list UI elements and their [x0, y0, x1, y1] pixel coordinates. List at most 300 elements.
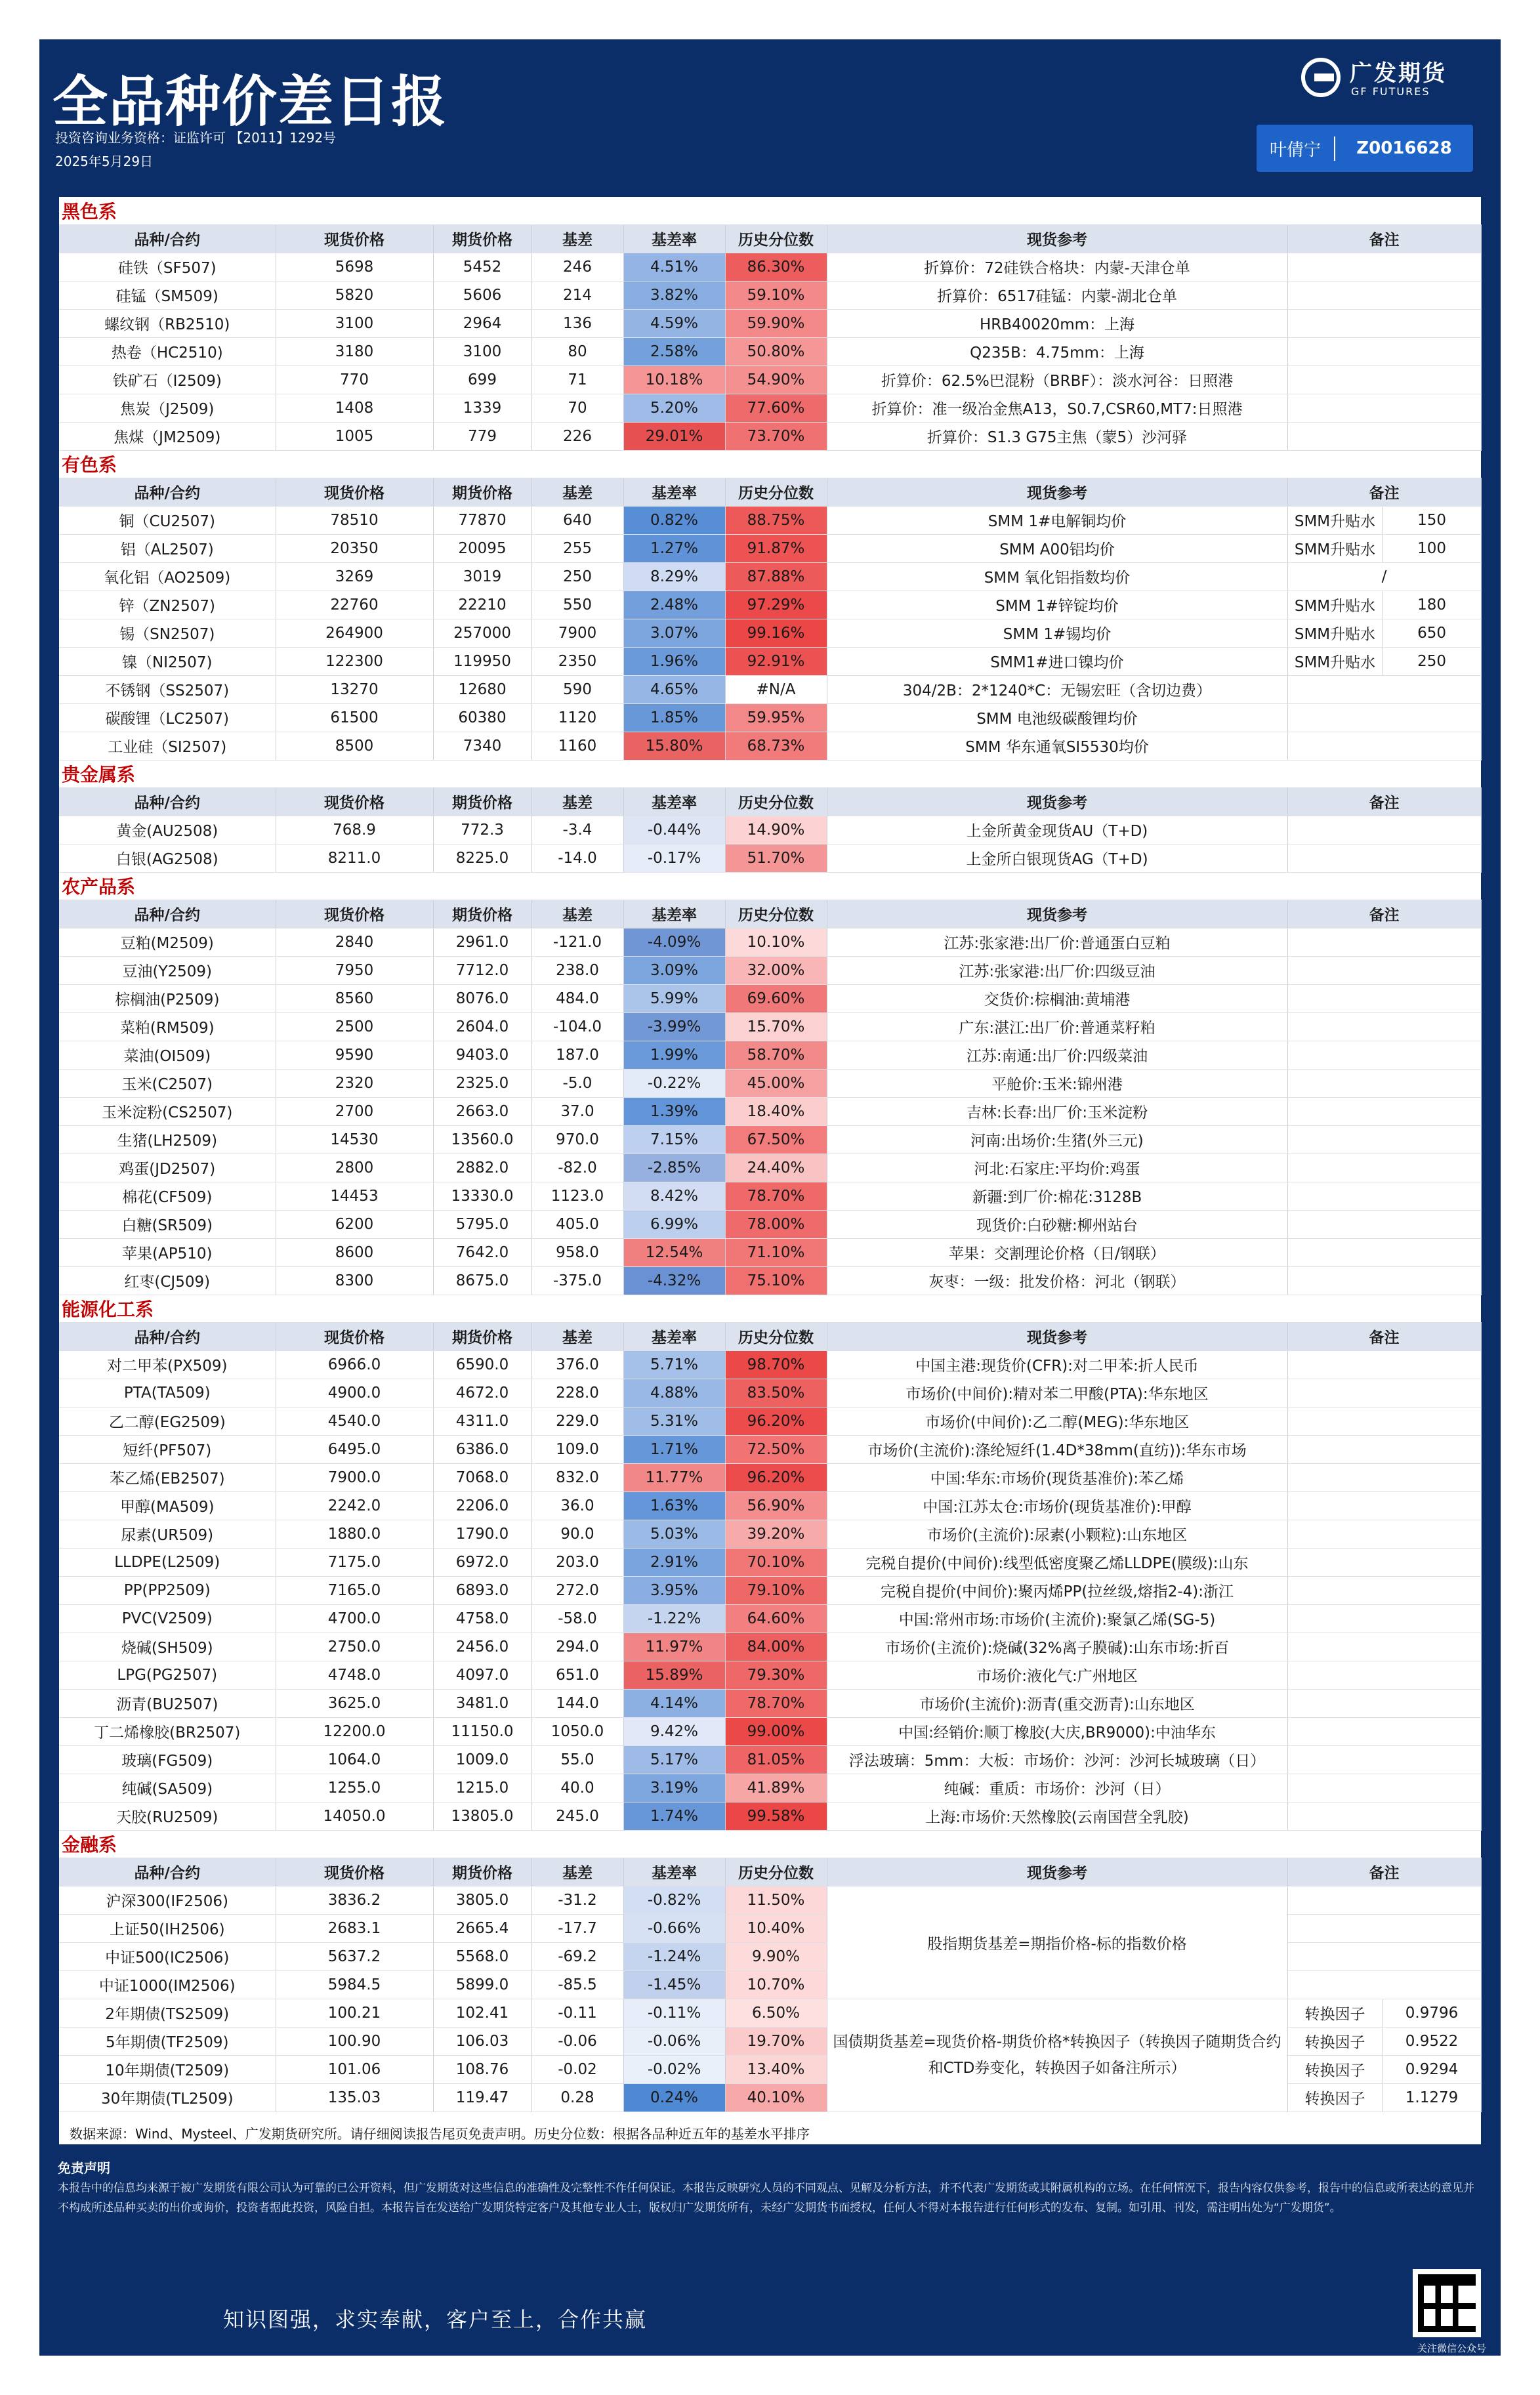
history-percentile: 75.10%	[725, 1266, 827, 1295]
column-header: 品种/合约	[59, 900, 276, 928]
spot-price: 8560	[276, 984, 433, 1012]
futures-price: 13560.0	[433, 1125, 531, 1154]
spot-price: 22760	[276, 591, 433, 619]
history-percentile: 79.10%	[725, 1576, 827, 1604]
column-header: 期货价格	[433, 787, 531, 816]
table-row	[59, 1717, 1481, 1745]
column-header: 现货价格	[276, 900, 433, 928]
futures-price: 5452	[433, 253, 531, 281]
basis-value: 970.0	[531, 1125, 623, 1154]
spot-price: 13270	[276, 675, 433, 703]
column-header: 基差	[531, 787, 623, 816]
contract-name: 鸡蛋(JD2507)	[59, 1154, 276, 1182]
table-row	[59, 1238, 1481, 1266]
history-percentile: 6.50%	[725, 1999, 827, 2027]
spot-price: 768.9	[276, 816, 433, 844]
basis-rate: 11.97%	[623, 1633, 725, 1661]
history-percentile: 99.58%	[725, 1802, 827, 1830]
column-header: 期货价格	[433, 1858, 531, 1886]
basis-rate: -4.09%	[623, 928, 725, 956]
note-empty	[1287, 1604, 1481, 1633]
history-percentile: 78.70%	[725, 1182, 827, 1210]
note-empty	[1287, 309, 1481, 337]
column-header: 基差率	[623, 478, 725, 506]
basis-value: 590	[531, 675, 623, 703]
spot-price: 1005	[276, 422, 433, 450]
futures-price: 2456.0	[433, 1633, 531, 1661]
history-percentile: 99.00%	[725, 1717, 827, 1745]
futures-price: 6893.0	[433, 1576, 531, 1604]
spot-price: 1255.0	[276, 1774, 433, 1802]
table-row	[59, 337, 1481, 365]
spot-price: 4748.0	[276, 1661, 433, 1689]
spot-price: 7950	[276, 956, 433, 984]
contract-name: 菜油(OI509)	[59, 1041, 276, 1069]
history-percentile: 72.50%	[725, 1435, 827, 1463]
basis-rate: -3.99%	[623, 1012, 725, 1041]
spot-reference: 中国主港:现货价(CFR):对二甲苯:折人民币	[827, 1350, 1287, 1379]
table-row	[59, 253, 1481, 281]
spot-reference: SMM 1#锌锭均价	[827, 591, 1287, 619]
section-header-row	[59, 1830, 1481, 1858]
basis-rate: 1.71%	[623, 1435, 725, 1463]
column-header: 品种/合约	[59, 224, 276, 253]
column-header: 历史分位数	[725, 1858, 827, 1886]
history-percentile: 78.00%	[725, 1210, 827, 1238]
company-logo	[1301, 51, 1472, 106]
history-percentile: 10.40%	[725, 1914, 827, 1942]
note-empty	[1287, 1576, 1481, 1604]
note-empty	[1287, 1633, 1481, 1661]
futures-price: 8076.0	[433, 984, 531, 1012]
column-header: 备注	[1287, 1322, 1481, 1350]
futures-price: 13330.0	[433, 1182, 531, 1210]
basis-table	[59, 197, 1482, 2112]
column-header: 基差率	[623, 787, 725, 816]
column-header: 备注	[1287, 900, 1481, 928]
basis-rate: 3.82%	[623, 281, 725, 309]
history-percentile: 19.70%	[725, 2027, 827, 2055]
spot-reference: 市场价(中间价):精对苯二甲酸(PTA):华东地区	[827, 1379, 1287, 1407]
spot-price: 2683.1	[276, 1914, 433, 1942]
contract-name: 短纤(PF507)	[59, 1435, 276, 1463]
column-header: 基差	[531, 224, 623, 253]
column-header: 品种/合约	[59, 1322, 276, 1350]
column-header: 历史分位数	[725, 1322, 827, 1350]
futures-price: 5568.0	[433, 1942, 531, 1970]
table-row	[59, 1125, 1481, 1154]
basis-rate: 3.09%	[623, 956, 725, 984]
contract-name: 热卷（HC2510)	[59, 337, 276, 365]
basis-rate: -2.85%	[623, 1154, 725, 1182]
spot-price: 4900.0	[276, 1379, 433, 1407]
spot-price: 2840	[276, 928, 433, 956]
logo-text-cn: 广发期货	[1350, 60, 1447, 87]
basis-value: 203.0	[531, 1548, 623, 1576]
note-empty	[1287, 1435, 1481, 1463]
basis-rate: 1.27%	[623, 534, 725, 562]
contract-name: 纯碱(SA509)	[59, 1774, 276, 1802]
contract-name: 白银(AG2508)	[59, 844, 276, 872]
basis-value: -14.0	[531, 844, 623, 872]
basis-value: 36.0	[531, 1491, 623, 1520]
basis-value: 238.0	[531, 956, 623, 984]
futures-price: 8225.0	[433, 844, 531, 872]
section-title: 能源化工系	[59, 1295, 1481, 1322]
basis-value: 55.0	[531, 1745, 623, 1774]
column-header-row	[59, 478, 1481, 506]
note-empty	[1287, 1182, 1481, 1210]
basis-value: 550	[531, 591, 623, 619]
spot-reference: 吉林:长春:出厂价:玉米淀粉	[827, 1097, 1287, 1125]
basis-value: 80	[531, 337, 623, 365]
basis-rate: 7.15%	[623, 1125, 725, 1154]
spot-reference: 市场价:液化气:广州地区	[827, 1661, 1287, 1689]
basis-value: 37.0	[531, 1097, 623, 1125]
spot-reference: 市场价(主流价):涤纶短纤(1.4D*38mm(直纺)):华东市场	[827, 1435, 1287, 1463]
basis-value: 405.0	[531, 1210, 623, 1238]
futures-price: 257000	[433, 619, 531, 647]
column-header: 历史分位数	[725, 478, 827, 506]
contract-name: 铁矿石（I2509)	[59, 365, 276, 394]
basis-value: -3.4	[531, 816, 623, 844]
futures-price: 6972.0	[433, 1548, 531, 1576]
basis-rate: -0.17%	[623, 844, 725, 872]
note-label: SMM升贴水	[1287, 591, 1383, 619]
spot-price: 1408	[276, 394, 433, 422]
note-empty	[1287, 1548, 1481, 1576]
spot-price: 2320	[276, 1069, 433, 1097]
basis-rate: 29.01%	[623, 422, 725, 450]
history-percentile: 98.70%	[725, 1350, 827, 1379]
column-header: 品种/合约	[59, 1858, 276, 1886]
contract-name: 碳酸锂（LC2507)	[59, 703, 276, 732]
analyst-name: 叶倩宁	[1257, 136, 1335, 161]
basis-rate: -0.22%	[623, 1069, 725, 1097]
note-empty	[1287, 1041, 1481, 1069]
spot-price: 5637.2	[276, 1942, 433, 1970]
contract-name: 甲醇(MA509)	[59, 1491, 276, 1520]
column-header: 备注	[1287, 1858, 1481, 1886]
note-empty	[1287, 1154, 1481, 1182]
basis-rate: 5.31%	[623, 1407, 725, 1435]
spot-reference: 平舱价:玉米:锦州港	[827, 1069, 1287, 1097]
spot-price: 14530	[276, 1125, 433, 1154]
spot-reference: 折算价：62.5%巴混粉（BRBF）：淡水河谷：日照港	[827, 365, 1287, 394]
contract-name: 工业硅（SI2507)	[59, 732, 276, 760]
basis-value: 376.0	[531, 1350, 623, 1379]
table-row	[59, 1407, 1481, 1435]
table-row	[59, 1576, 1481, 1604]
futures-price: 106.03	[433, 2027, 531, 2055]
spot-reference: 折算价：S1.3 G75主焦（蒙5）沙河驿	[827, 422, 1287, 450]
contract-name: 氧化铝（AO2509)	[59, 562, 276, 591]
basis-value: 229.0	[531, 1407, 623, 1435]
contract-name: 天胶(RU2509)	[59, 1802, 276, 1830]
futures-price: 772.3	[433, 816, 531, 844]
basis-rate: -1.22%	[623, 1604, 725, 1633]
spot-reference: SMM1#进口镍均价	[827, 647, 1287, 675]
table-row	[59, 703, 1481, 732]
basis-value: -85.5	[531, 1970, 623, 1999]
table-row	[59, 619, 1481, 647]
spot-price: 100.90	[276, 2027, 433, 2055]
basis-value: 226	[531, 422, 623, 450]
basis-rate: 4.14%	[623, 1689, 725, 1717]
note-empty	[1287, 1012, 1481, 1041]
contract-name: 玉米(C2507)	[59, 1069, 276, 1097]
contract-name: 烧碱(SH509)	[59, 1633, 276, 1661]
spot-reference: 上金所黄金现货AU（T+D)	[827, 816, 1287, 844]
note-empty	[1287, 365, 1481, 394]
note-label: SMM升贴水	[1287, 506, 1383, 534]
contract-name: 沪深300(IF2506)	[59, 1886, 276, 1914]
futures-price: 9403.0	[433, 1041, 531, 1069]
futures-price: 4672.0	[433, 1379, 531, 1407]
column-header: 现货价格	[276, 1322, 433, 1350]
basis-value: 109.0	[531, 1435, 623, 1463]
column-header: 品种/合约	[59, 478, 276, 506]
gf-logo-icon	[1301, 58, 1341, 97]
column-header: 现货参考	[827, 478, 1287, 506]
spot-price: 122300	[276, 647, 433, 675]
report-frame	[39, 39, 1501, 2356]
spot-reference: 新疆:到厂价:棉花:3128B	[827, 1182, 1287, 1210]
note-empty	[1287, 1717, 1481, 1745]
history-percentile: 59.10%	[725, 281, 827, 309]
column-header: 历史分位数	[725, 900, 827, 928]
section-title: 黑色系	[59, 197, 1481, 224]
contract-name: 豆油(Y2509)	[59, 956, 276, 984]
futures-price: 699	[433, 365, 531, 394]
report-title: 全品种价差日报	[52, 70, 448, 134]
history-percentile: 13.40%	[725, 2055, 827, 2083]
spot-price: 2750.0	[276, 1633, 433, 1661]
note-label: SMM升贴水	[1287, 619, 1383, 647]
table-row	[59, 1886, 1481, 1914]
column-header-row	[59, 224, 1481, 253]
spot-reference: Q235B：4.75mm：上海	[827, 337, 1287, 365]
table-row	[59, 562, 1481, 591]
basis-value: -58.0	[531, 1604, 623, 1633]
spot-reference: 中国:常州市场:市场价(主流价):聚氯乙烯(SG-5)	[827, 1604, 1287, 1633]
contract-name: 红枣(CJ509)	[59, 1266, 276, 1295]
history-percentile: 67.50%	[725, 1125, 827, 1154]
column-header-row	[59, 1322, 1481, 1350]
contract-name: PTA(TA509)	[59, 1379, 276, 1407]
futures-price: 3100	[433, 337, 531, 365]
basis-value: -69.2	[531, 1942, 623, 1970]
futures-price: 1009.0	[433, 1745, 531, 1774]
contract-name: 沥青(BU2507)	[59, 1689, 276, 1717]
history-percentile: 15.70%	[725, 1012, 827, 1041]
futures-price: 3481.0	[433, 1689, 531, 1717]
column-header: 历史分位数	[725, 787, 827, 816]
note-empty	[1287, 1914, 1481, 1942]
spot-price: 2242.0	[276, 1491, 433, 1520]
qr-caption: 关注微信公众号	[1417, 2343, 1486, 2354]
spot-price: 101.06	[276, 2055, 433, 2083]
basis-rate: 6.99%	[623, 1210, 725, 1238]
note-value: 650	[1383, 619, 1481, 647]
spot-reference: 浮法玻璃：5mm：大板：市场价：沙河：沙河长城玻璃（日）	[827, 1745, 1287, 1774]
table-row	[59, 647, 1481, 675]
basis-value: 187.0	[531, 1041, 623, 1069]
basis-value: -375.0	[531, 1266, 623, 1295]
futures-price: 108.76	[433, 2055, 531, 2083]
spot-reference: 江苏:张家港:出厂价:四级豆油	[827, 956, 1287, 984]
history-percentile: 83.50%	[725, 1379, 827, 1407]
history-percentile: 68.73%	[725, 732, 827, 760]
note-value: 250	[1383, 647, 1481, 675]
basis-value: 294.0	[531, 1633, 623, 1661]
table-row	[59, 1210, 1481, 1238]
disclaimer-text: 本报告中的信息均来源于被广发期货有限公司认为可靠的已公开资料，但广发期货对这些信息的准确性及完整性不作任何保证。本报告反映研究人员的不同观点、见解及分析方法，并不代表广发期货或其附属机构的立场。在任何情况下，报告内容仅供参考，报告中的信息或所表达的意见并不构成所述品种买卖的出价或询价，投资者据此投资，风险自担。本报告旨在发送给广发期货特定客户及其他专业人士，版权归广发期货所有，未经广发期货书面授权，任何人不得对本报告进行任何形式的发布、复制。如引用、刊发，需注明出处为“广发期货”。	[58, 2182, 1474, 2215]
contract-name: 菜粕(RM509)	[59, 1012, 276, 1041]
contract-name: 对二甲苯(PX509)	[59, 1350, 276, 1379]
table-row	[59, 1350, 1481, 1379]
table-row	[59, 1012, 1481, 1041]
basis-value: -0.06	[531, 2027, 623, 2055]
futures-price: 3019	[433, 562, 531, 591]
history-percentile: 11.50%	[725, 1886, 827, 1914]
futures-price: 2325.0	[433, 1069, 531, 1097]
basis-rate: 0.82%	[623, 506, 725, 534]
basis-value: -31.2	[531, 1886, 623, 1914]
spot-reference: SMM 电池级碳酸锂均价	[827, 703, 1287, 732]
table-row	[59, 984, 1481, 1012]
spot-price: 3100	[276, 309, 433, 337]
contract-name: LLDPE(L2509)	[59, 1548, 276, 1576]
column-header: 期货价格	[433, 1322, 531, 1350]
spot-reference: 折算价：72硅铁合格块：内蒙-天津仓单	[827, 253, 1287, 281]
spot-reference: 灰枣：一级：批发价格：河北（钢联）	[827, 1266, 1287, 1295]
note-empty	[1287, 253, 1481, 281]
table-row	[59, 281, 1481, 309]
basis-rate: 1.99%	[623, 1041, 725, 1069]
spot-price: 5984.5	[276, 1970, 433, 1999]
history-percentile: 56.90%	[725, 1491, 827, 1520]
basis-rate: -0.06%	[623, 2027, 725, 2055]
basis-rate: 1.85%	[623, 703, 725, 732]
basis-value: 250	[531, 562, 623, 591]
futures-price: 119.47	[433, 2083, 531, 2112]
basis-rate: 2.48%	[623, 591, 725, 619]
note-label: SMM升贴水	[1287, 534, 1383, 562]
basis-value: 0.28	[531, 2083, 623, 2112]
spot-price: 1064.0	[276, 1745, 433, 1774]
history-percentile: 73.70%	[725, 422, 827, 450]
table-row	[59, 1633, 1481, 1661]
basis-value: 70	[531, 394, 623, 422]
table-row	[59, 1689, 1481, 1717]
column-header: 现货参考	[827, 224, 1287, 253]
basis-value: 832.0	[531, 1463, 623, 1491]
basis-rate: 12.54%	[623, 1238, 725, 1266]
basis-value: 228.0	[531, 1379, 623, 1407]
spot-price: 2800	[276, 1154, 433, 1182]
column-header: 基差	[531, 900, 623, 928]
spot-price: 7900.0	[276, 1463, 433, 1491]
column-header: 基差率	[623, 1322, 725, 1350]
spot-reference: 折算价：准一级冶金焦A13，S0.7,CSR60,MT7:日照港	[827, 394, 1287, 422]
basis-value: 1120	[531, 703, 623, 732]
basis-rate: 0.24%	[623, 2083, 725, 2112]
spot-reference: 上海:市场价:天然橡胶(云南国营全乳胶)	[827, 1802, 1287, 1830]
contract-name: 铜（CU2507)	[59, 506, 276, 534]
basis-value: 245.0	[531, 1802, 623, 1830]
spot-reference: 完税自提价(中间价):聚丙烯PP(拉丝级,熔指2-4):浙江	[827, 1576, 1287, 1604]
history-percentile: 59.90%	[725, 309, 827, 337]
contract-name: 玉米淀粉(CS2507)	[59, 1097, 276, 1125]
note-value: 150	[1383, 506, 1481, 534]
basis-rate: 11.77%	[623, 1463, 725, 1491]
basis-rate: 8.42%	[623, 1182, 725, 1210]
contract-name: 5年期债(TF2509)	[59, 2027, 276, 2055]
contract-name: 尿素(UR509)	[59, 1520, 276, 1548]
basis-value: 144.0	[531, 1689, 623, 1717]
spot-price: 4700.0	[276, 1604, 433, 1633]
note-label: /	[1287, 562, 1481, 591]
contract-name: 不锈钢（SS2507)	[59, 675, 276, 703]
basis-value: 651.0	[531, 1661, 623, 1689]
spot-price: 61500	[276, 703, 433, 732]
note-value: 0.9294	[1383, 2055, 1481, 2083]
basis-value: 958.0	[531, 1238, 623, 1266]
basis-rate: -0.44%	[623, 816, 725, 844]
spot-reference: 河北:石家庄:平均价:鸡蛋	[827, 1154, 1287, 1182]
spot-price: 8300	[276, 1266, 433, 1295]
futures-price: 2206.0	[433, 1491, 531, 1520]
spot-reference: 河南:出场价:生猪(外三元)	[827, 1125, 1287, 1154]
history-percentile: 64.60%	[725, 1604, 827, 1633]
contract-name: 苯乙烯(EB2507)	[59, 1463, 276, 1491]
futures-price: 4097.0	[433, 1661, 531, 1689]
basis-table-area	[59, 197, 1481, 2119]
contract-name: 棉花(CF509)	[59, 1182, 276, 1210]
futures-price: 4758.0	[433, 1604, 531, 1633]
table-row	[59, 928, 1481, 956]
table-row	[59, 1802, 1481, 1830]
history-percentile: 39.20%	[725, 1520, 827, 1548]
table-row	[59, 506, 1481, 534]
section-header-row	[59, 1295, 1481, 1322]
data-source-note: 数据来源：Wind、Mysteel、广发期货研究所。请仔细阅读报告尾页免责声明。历史分位数：根据各品种近五年的基差水平排序	[59, 2119, 1481, 2144]
spot-reference: 中国:华东:市场价(现货基准价):苯乙烯	[827, 1463, 1287, 1491]
basis-value: 255	[531, 534, 623, 562]
spot-reference: 304/2B：2*1240*C：无锡宏旺（含切边费）	[827, 675, 1287, 703]
table-row	[59, 1520, 1481, 1548]
basis-rate: 5.20%	[623, 394, 725, 422]
spot-price: 12200.0	[276, 1717, 433, 1745]
note-empty	[1287, 1125, 1481, 1154]
spot-reference: 市场价(中间价):乙二醇(MEG):华东地区	[827, 1407, 1287, 1435]
contract-name: 锌（ZN2507)	[59, 591, 276, 619]
table-row	[59, 1041, 1481, 1069]
basis-rate: 5.99%	[623, 984, 725, 1012]
column-header: 基差率	[623, 900, 725, 928]
basis-value: -104.0	[531, 1012, 623, 1041]
note-label: 转换因子	[1287, 2083, 1383, 2112]
spot-reference: 国债期货基差=现货价格-期货价格*转换因子（转换因子随期货合约和CTD券变化，转换因子如备注所示）	[827, 1999, 1287, 2112]
basis-value: 1050.0	[531, 1717, 623, 1745]
spot-reference: 市场价(主流价):尿素(小颗粒):山东地区	[827, 1520, 1287, 1548]
spot-price: 2500	[276, 1012, 433, 1041]
logo-text-en: GF FUTURES	[1351, 85, 1430, 98]
basis-value: 272.0	[531, 1576, 623, 1604]
basis-value: 7900	[531, 619, 623, 647]
column-header: 期货价格	[433, 900, 531, 928]
